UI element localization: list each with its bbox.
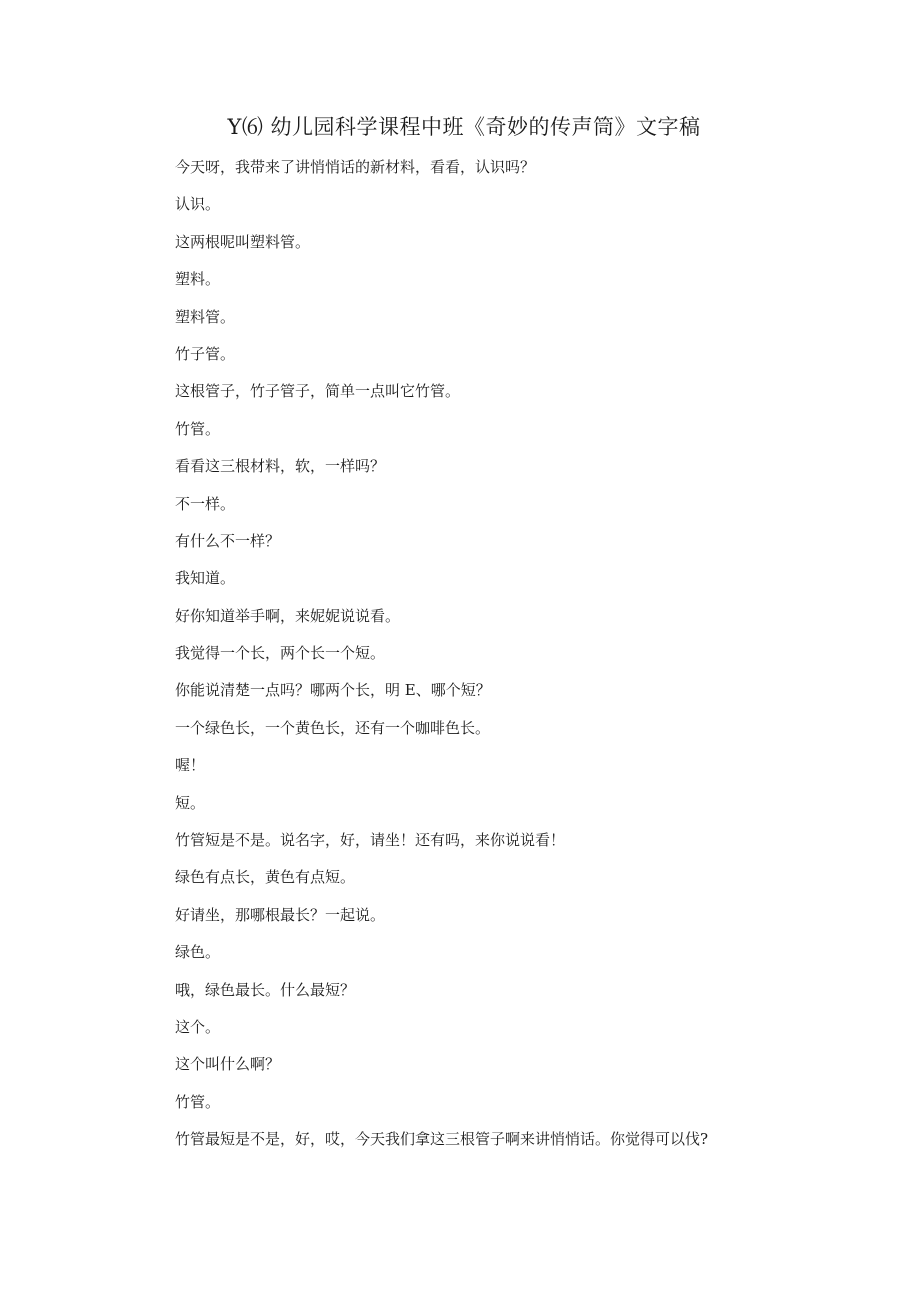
document-title: Y⑹ 幼儿园科学课程中班《奇妙的传声筒》文字稿 — [227, 115, 701, 139]
transcript-lines — [175, 152, 875, 1162]
transcript-line: 这个叫什么啊？ — [175, 1055, 281, 1074]
transcript-line: 塑料管。 — [175, 307, 236, 326]
transcript-line: 竹子管。 — [175, 344, 236, 363]
transcript-line: 这个。 — [175, 1017, 221, 1036]
transcript-line: 我觉得一个长，两个长一个短。 — [175, 644, 386, 663]
transcript-line: 看看这三根材料，软，一样吗？ — [175, 457, 386, 476]
transcript-line: 你能说清楚一点吗？哪两个长，明 E、哪个短？ — [175, 681, 491, 700]
transcript-line: 塑料。 — [175, 270, 221, 289]
transcript-line: 短。 — [175, 793, 206, 812]
transcript-line: 竹管短是不是。说名字，好，请坐！还有吗，来你说说看！ — [175, 831, 566, 850]
transcript-line: 好请坐，那哪根最长？一起说。 — [175, 905, 386, 924]
transcript-line: 绿色。 — [175, 943, 221, 962]
transcript-line: 绿色有点长，黄色有点短。 — [175, 868, 356, 887]
transcript-line: 竹管。 — [175, 419, 221, 438]
transcript-line: 这两根呢叫塑料管。 — [175, 232, 311, 251]
transcript-line: 认识。 — [175, 195, 221, 214]
transcript-line: 好你知道举手啊，来妮妮说说看。 — [175, 606, 401, 625]
transcript-line: 不一样。 — [175, 494, 236, 513]
transcript-line: 喔！ — [175, 756, 206, 775]
transcript-line: 我知道。 — [175, 569, 236, 588]
transcript-line: 这根管子，竹子管子，简单一点叫它竹管。 — [175, 382, 461, 401]
transcript-line: 竹管。 — [175, 1092, 221, 1111]
transcript-line: 今天呀，我带来了讲悄悄话的新材料，看看，认识吗？ — [175, 158, 536, 176]
transcript-line: 竹管最短是不是，好，哎，今天我们拿这三根管子啊来讲悄悄话。你觉得可以伐? — [175, 1130, 709, 1149]
transcript-line: 哦，绿色最长。什么最短？ — [175, 980, 356, 999]
transcript-line: 一个绿色长，一个黄色长，还有一个咖啡色长。 — [175, 718, 491, 737]
transcript-line: 有什么不一样？ — [175, 531, 281, 550]
